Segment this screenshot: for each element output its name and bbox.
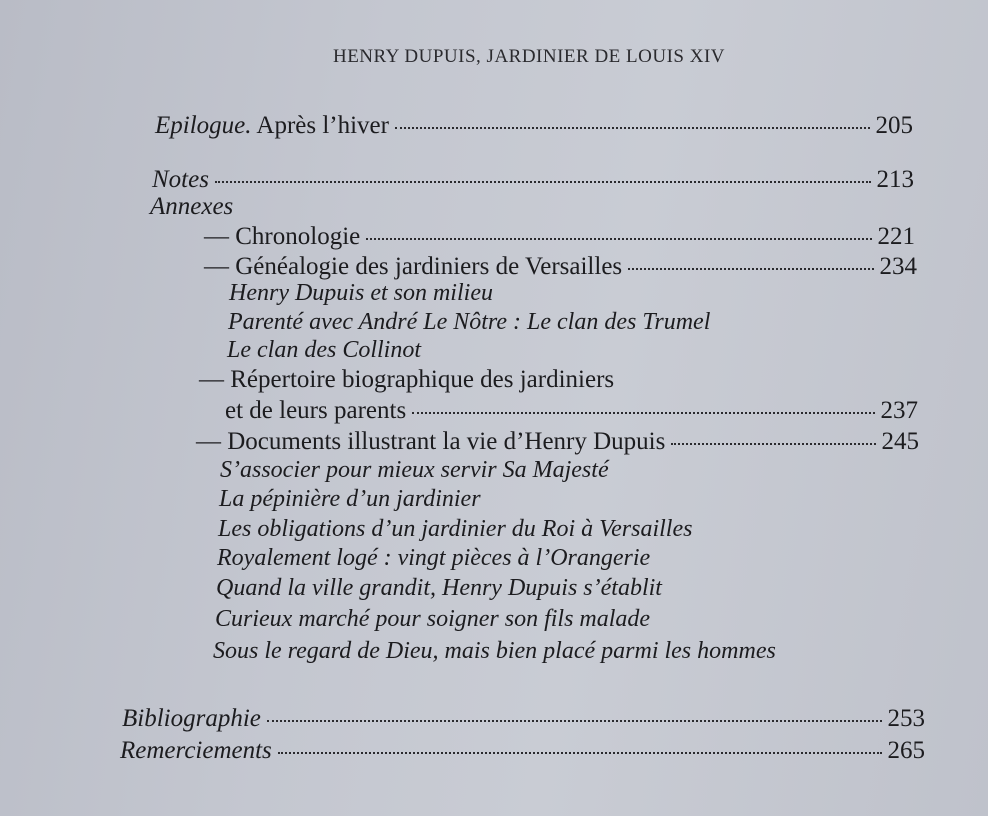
toc-entry-documents <box>196 428 919 456</box>
documents-label: — Documents illustrant la vie d’Henry Dupuis <box>196 428 666 455</box>
annexes-label: Annexes <box>150 193 234 220</box>
dot-leader <box>628 268 873 270</box>
documents-sub-item: Curieux marché pour soigner son fils malade <box>215 606 651 632</box>
dot-leader <box>278 752 882 754</box>
documents-sub-item: La pépinière d’un jardinier <box>219 486 481 512</box>
epilogue-label: Après l’hiver <box>251 112 389 139</box>
toc-entry-genealogie <box>204 253 917 281</box>
dot-leader <box>671 443 875 445</box>
toc-entry-chronologie <box>204 223 915 251</box>
toc-entry-remerciements <box>120 737 925 765</box>
dot-leader <box>267 720 882 722</box>
page-number: 221 <box>877 223 915 250</box>
repertoire-label-line1: — Répertoire biographique des jardiniers <box>199 366 615 393</box>
toc-entry-epilogue <box>155 112 913 140</box>
documents-sub-item: Royalement logé : vingt pièces à l’Orangerie <box>217 545 651 571</box>
page-number: 245 <box>881 428 919 455</box>
epilogue-label-italic: Epilogue. <box>155 112 252 139</box>
dot-leader <box>412 412 874 414</box>
page-number: 237 <box>880 397 918 424</box>
page-number: 205 <box>875 112 913 139</box>
dot-leader <box>366 238 871 240</box>
page-number: 265 <box>887 737 925 764</box>
toc-entry-notes <box>152 166 914 194</box>
genealogie-sub-item: Parenté avec André Le Nôtre : Le clan des Trumel <box>228 309 711 335</box>
toc-entry-bibliographie <box>122 705 925 733</box>
documents-sub-item: Les obligations d’un jardinier du Roi à Versailles <box>218 516 693 542</box>
documents-sub-item: Quand la ville grandit, Henry Dupuis s’établit <box>216 575 662 601</box>
dot-leader <box>215 181 871 183</box>
toc-entry-repertoire-line2 <box>225 397 918 425</box>
remerciements-label: Remerciements <box>120 737 272 764</box>
page-number: 253 <box>887 705 925 732</box>
genealogie-label: — Généalogie des jardiniers de Versailles <box>204 253 623 280</box>
page-number: 234 <box>879 253 917 280</box>
toc-entry-annexes <box>150 193 233 221</box>
documents-sub-item: S’associer pour mieux servir Sa Majesté <box>220 457 609 483</box>
running-head: HENRY DUPUIS, JARDINIER DE LOUIS XIV <box>332 46 726 67</box>
notes-label: Notes <box>152 166 209 193</box>
toc-entry-repertoire-line1 <box>199 366 614 394</box>
chronologie-label: — Chronologie <box>204 223 361 250</box>
documents-sub-item: Sous le regard de Dieu, mais bien placé parmi les hommes <box>213 638 776 664</box>
genealogie-sub-item: Le clan des Collinot <box>227 337 421 363</box>
repertoire-label-line2: et de leurs parents <box>225 397 407 424</box>
genealogie-sub-item: Henry Dupuis et son milieu <box>229 280 493 306</box>
bibliographie-label: Bibliographie <box>122 705 261 732</box>
dot-leader <box>395 127 870 129</box>
page-number: 213 <box>876 166 914 193</box>
